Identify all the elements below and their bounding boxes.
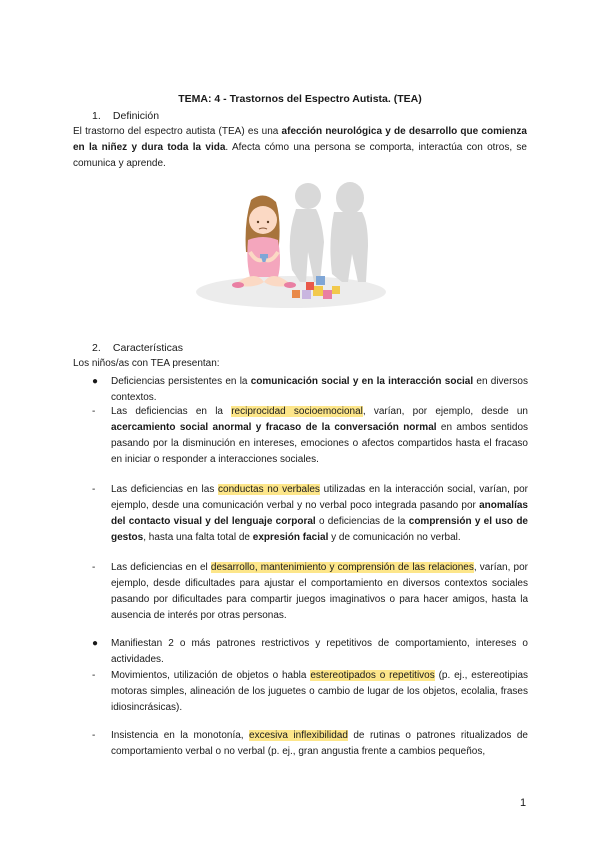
list-item bbox=[92, 374, 528, 406]
bold-run: comprensión y el uso de gestos bbox=[111, 516, 528, 543]
list-item bbox=[92, 560, 528, 624]
text-run: y de comunicación no verbal. bbox=[328, 532, 461, 543]
dash-marker: - bbox=[92, 406, 96, 417]
highlight-run: excesiva inflexibilidad bbox=[249, 730, 348, 741]
text-run: utilizadas en la interacción social, varían, por ejemplo, desde una comunicación verbal y no verbal poco integrada pasando por bbox=[111, 484, 528, 511]
text-run: . Afecta cómo una persona se comporta, interactúa con otros, se comunica y aprende. bbox=[73, 142, 527, 169]
page-title: TEMA: 4 - Trastornos del Espectro Autista. (TEA) bbox=[178, 93, 422, 105]
section-number: 2. bbox=[92, 342, 101, 354]
definition-paragraph bbox=[73, 124, 527, 172]
list-item bbox=[92, 636, 528, 668]
text-run: El trastorno del espectro autista (TEA) es una bbox=[73, 126, 282, 137]
text-run: Deficiencias persistentes en la bbox=[111, 376, 251, 387]
section-heading-text: Definición bbox=[112, 110, 160, 122]
text-run: , varían, por ejemplo, desde dificultades para ajustar el comportamiento en diversos contextos sociales pasando por dificultades para compartir juegos imaginativos o para hacer amigos, hasta la ausencia de interés por otras personas. bbox=[111, 562, 528, 621]
section-heading-definicion bbox=[92, 110, 159, 122]
text-run: en diversos contextos. bbox=[111, 376, 528, 403]
text-run: Las deficiencias en el bbox=[111, 562, 211, 573]
section-heading-text: Características bbox=[112, 342, 183, 354]
text-run: (p. ej., estereotipias motoras simples, alineación de los juguetes o cambio de lugar de los objetos, ecolalia, frases idiosincrásicas). bbox=[111, 670, 529, 713]
list-item bbox=[92, 482, 528, 546]
text-run: Manifiestan 2 o más patrones restrictivos y repetitivos de comportamiento, intereses o actividades. bbox=[111, 638, 528, 665]
bullet-marker: ● bbox=[92, 638, 99, 649]
list-item bbox=[92, 668, 528, 716]
section-heading-caracteristicas bbox=[92, 342, 183, 354]
text-run: o deficiencias de la bbox=[315, 516, 409, 527]
girl-with-toy-blocks-illustration bbox=[196, 182, 386, 312]
bold-run: comunicación social y en la interacción social bbox=[250, 376, 474, 387]
dash-marker: - bbox=[92, 562, 96, 573]
bold-run: afección neurológica y de desarrollo que comienza en la niñez y dura toda la vida bbox=[73, 126, 527, 153]
text-run: Las deficiencias en la bbox=[111, 406, 232, 417]
section-intro: Los niños/as con TEA presentan: bbox=[73, 358, 220, 369]
bold-run: anomalías del contacto visual y del lenguaje corporal bbox=[111, 500, 528, 527]
text-run: Insistencia en la monotonía, bbox=[111, 730, 250, 741]
section-number: 1. bbox=[92, 110, 101, 122]
bullet-marker: ● bbox=[92, 376, 99, 387]
text-run: Las deficiencias en las bbox=[111, 484, 219, 495]
list-item bbox=[92, 404, 528, 468]
page-number: 1 bbox=[520, 797, 527, 809]
text-run: Movimientos, utilización de objetos o habla bbox=[111, 670, 311, 681]
highlight-run: desarrollo, mantenimiento y comprensión de las relaciones bbox=[210, 562, 474, 573]
list-item bbox=[92, 728, 528, 760]
text-run: de rutinas o patrones ritualizados de comportamiento verbal o no verbal (p. ej., gran angustia frente a cambios pequeños, bbox=[111, 730, 528, 757]
dash-marker: - bbox=[92, 484, 96, 495]
text-run: en ambos sentidos pasando por la disminución en intereses, emociones o afectos compartidos hasta el fracaso en iniciar o responder a interacciones sociales. bbox=[111, 422, 528, 465]
dash-marker: - bbox=[92, 730, 96, 741]
highlight-run: conductas no verbales bbox=[218, 484, 320, 495]
dash-marker: - bbox=[92, 670, 96, 681]
bold-run: acercamiento social anormal y fracaso de la conversación normal bbox=[111, 422, 437, 433]
text-run: , varían, por ejemplo, desde un bbox=[362, 406, 528, 417]
highlight-run: reciprocidad socioemocional bbox=[231, 406, 363, 417]
text-run: , hasta una falta total de bbox=[143, 532, 253, 543]
bold-run: expresión facial bbox=[252, 532, 329, 543]
highlight-run: estereotipados o repetitivos bbox=[310, 670, 435, 681]
